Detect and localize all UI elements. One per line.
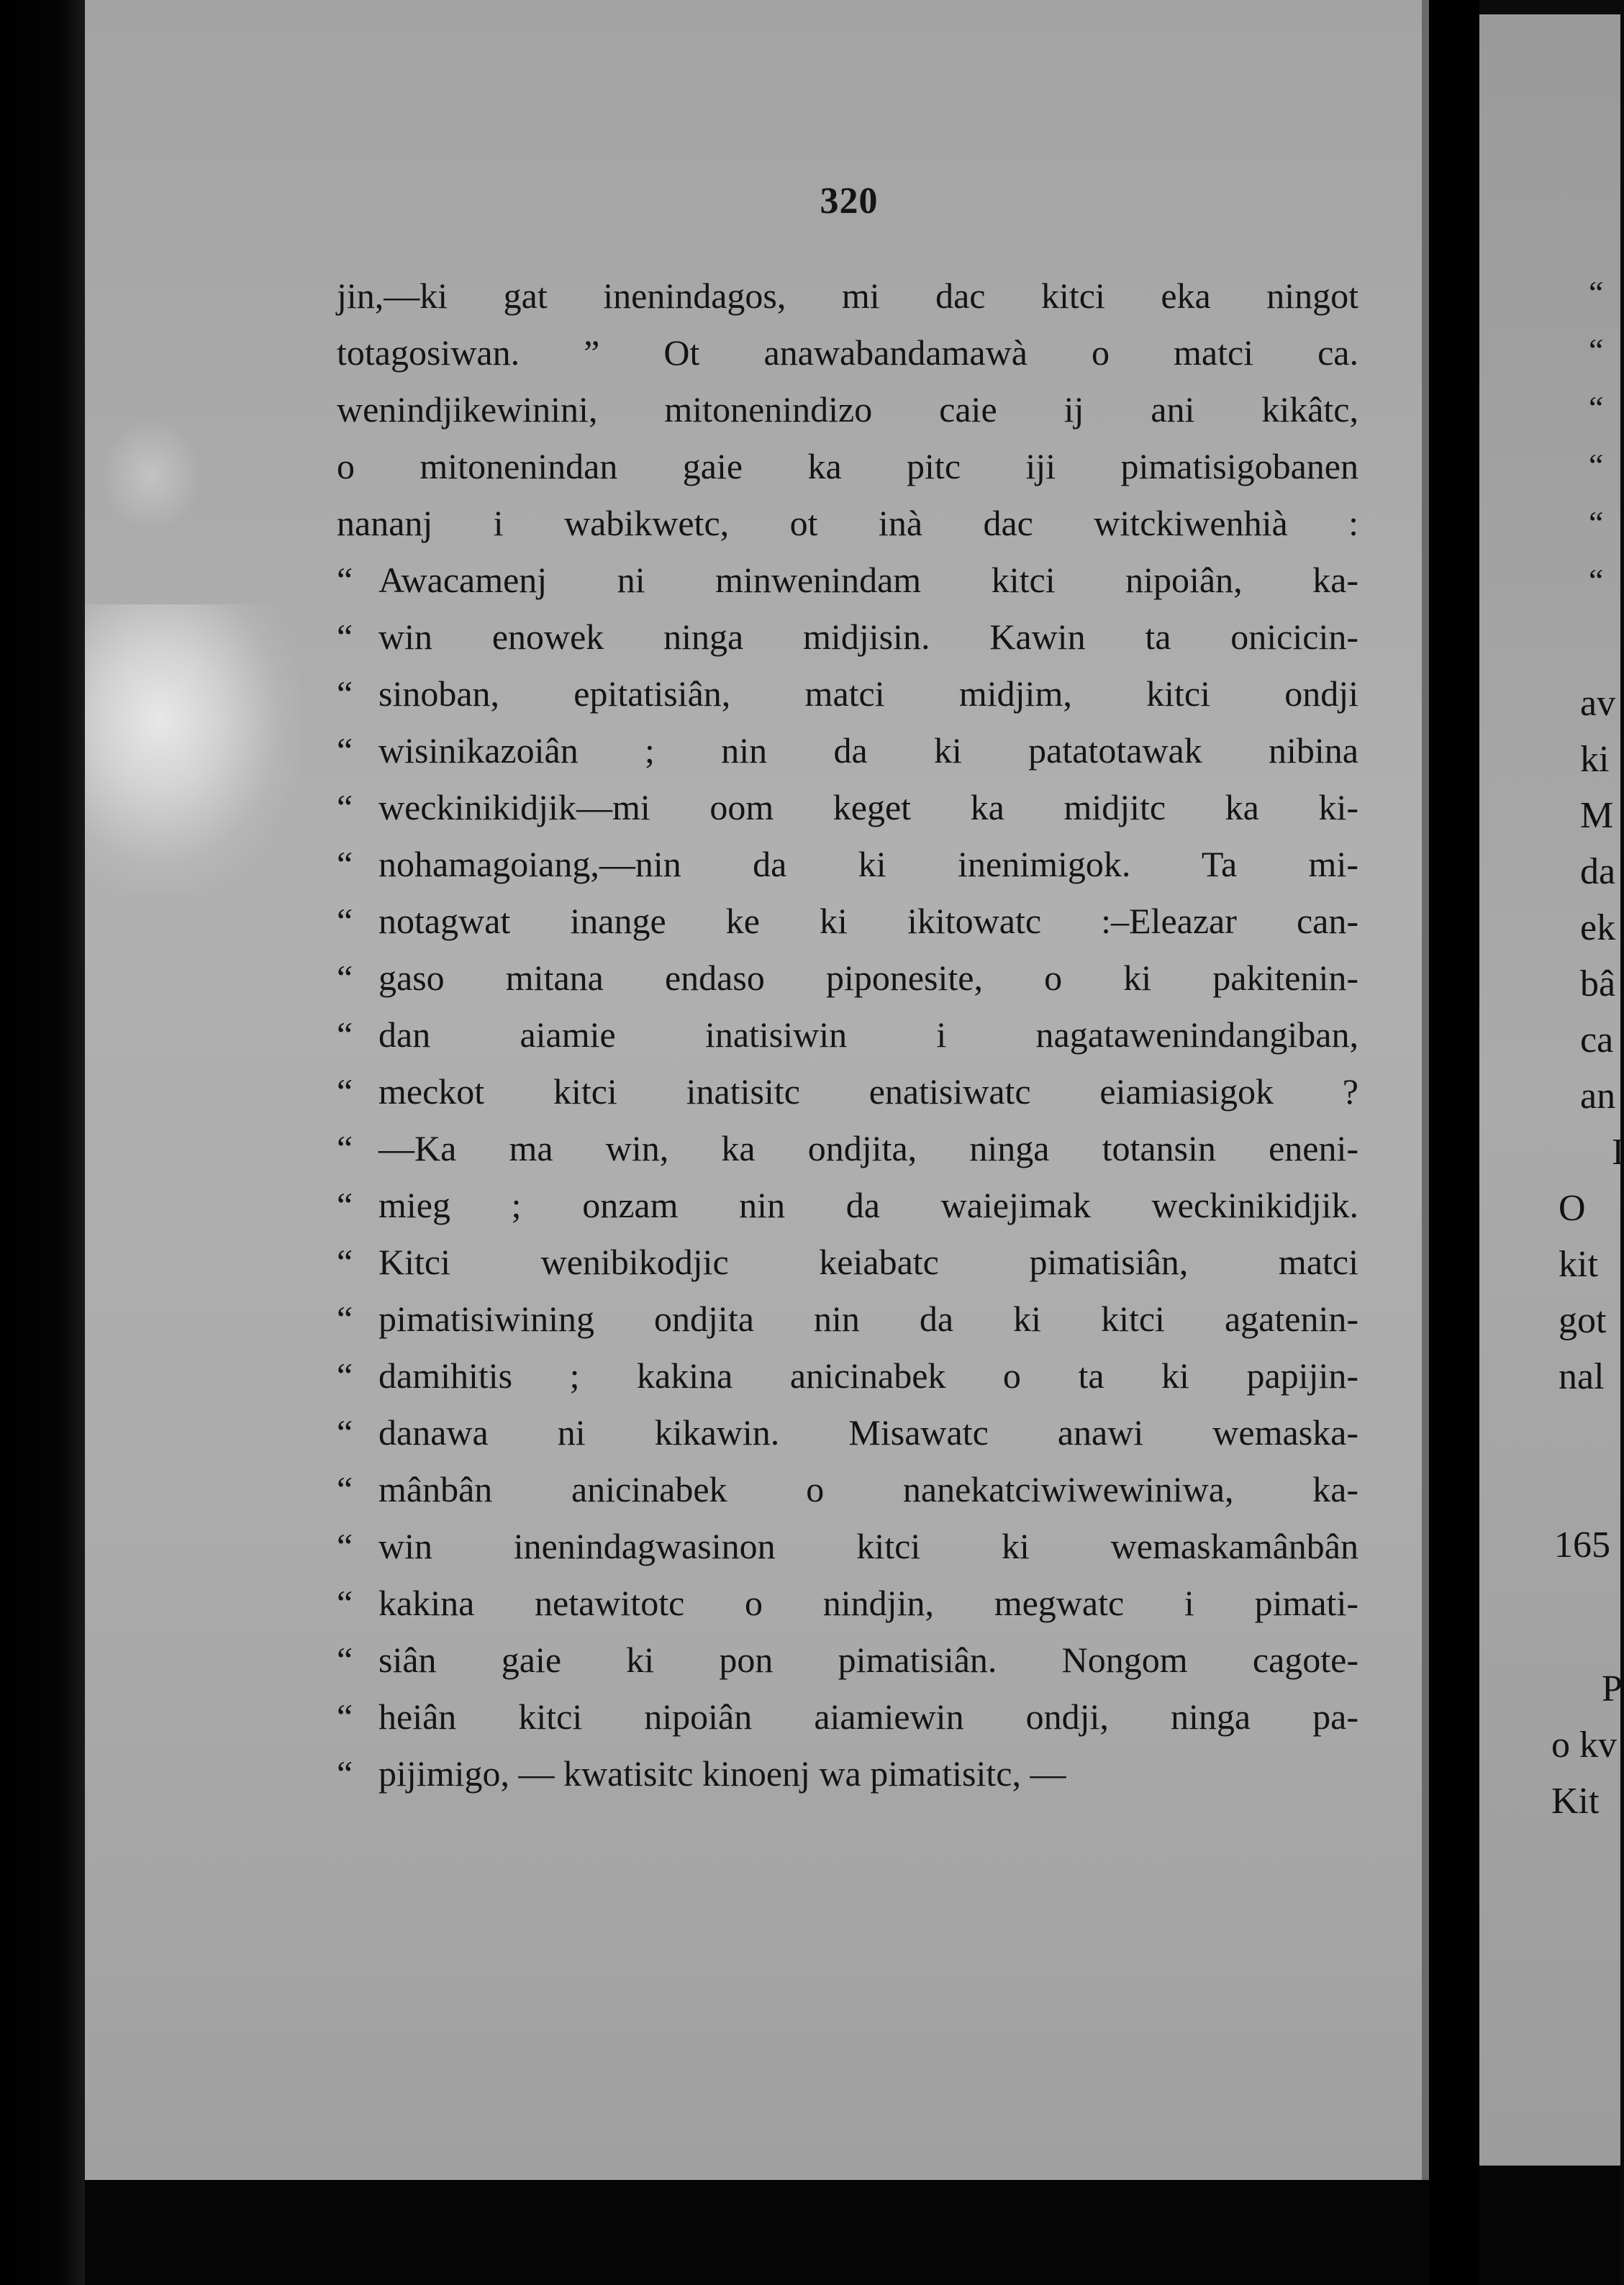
line-text: dan aiamie inatisiwin i nagatawenindangiban,	[378, 1014, 1358, 1055]
adjacent-text-fragment: P	[1602, 1668, 1623, 1709]
adjacent-text-fragment: nal	[1559, 1356, 1605, 1397]
adjacent-quote-mark: “	[1589, 274, 1604, 311]
line-text: nohamagoiang,—nin da ki inenimigok. Ta mi-	[378, 844, 1358, 884]
adjacent-quote-mark: “	[1589, 447, 1604, 483]
quote-mark: “	[337, 1242, 353, 1282]
adjacent-text-fragment: ek	[1580, 907, 1616, 948]
text-line	[337, 1696, 1358, 1753]
line-text: meckot kitci inatisitc enatisiwatc eiamiasigok ?	[378, 1071, 1358, 1112]
line-text: damihitis ; kakina anicinabek o ta ki papijin-	[378, 1355, 1358, 1396]
quote-mark: “	[337, 1128, 353, 1168]
quote-mark: “	[337, 1185, 353, 1225]
text-line	[337, 1412, 1358, 1468]
text-line	[337, 1355, 1358, 1412]
text-line	[337, 1071, 1358, 1127]
quote-mark: “	[337, 1583, 353, 1623]
adjacent-text-fragment: got	[1559, 1300, 1607, 1341]
adjacent-quote-mark: “	[1589, 504, 1604, 541]
line-text: sinoban, epitatisiân, matci midjim, kitci ondji	[378, 673, 1358, 714]
text-line	[337, 786, 1358, 843]
quote-mark: “	[337, 617, 353, 657]
text-line	[337, 275, 1358, 332]
text-line	[337, 1639, 1358, 1696]
quote-mark: “	[337, 1753, 353, 1794]
quote-mark: “	[337, 730, 353, 771]
quote-mark: “	[337, 844, 353, 884]
text-line	[337, 559, 1358, 616]
text-line	[337, 332, 1358, 389]
body-text	[337, 275, 1358, 1809]
line-text: weckinikidjik—mi oom keget ka midjitc ka ki-	[378, 787, 1358, 827]
adjacent-text-fragment: av	[1580, 683, 1616, 724]
line-text: pijimigo, — kwatisitc kinoenj wa pimatisitc, —	[378, 1753, 1066, 1794]
line-text: notagwat inange ke ki ikitowatc :–Eleazar can-	[378, 901, 1358, 941]
adjacent-text-fragment: Kit	[1551, 1781, 1600, 1822]
adjacent-quote-mark: “	[1589, 332, 1604, 368]
text-line	[337, 1582, 1358, 1639]
line-text: jin,—ki gat inenindagos, mi dac kitci eka ningot	[337, 276, 1358, 316]
quote-mark: “	[337, 1299, 353, 1339]
quote-mark: “	[337, 1071, 353, 1112]
adjacent-text-fragment: I	[1612, 1132, 1624, 1173]
text-line	[337, 389, 1358, 445]
quote-mark: “	[337, 1696, 353, 1737]
text-line	[337, 1184, 1358, 1241]
line-text: wenindjikewinini, mitonenindizo caie ij ani kikâtc,	[337, 389, 1358, 430]
line-text: mânbân anicinabek o nanekatciwiwewiniwa, ka-	[378, 1469, 1358, 1509]
adjacent-text-fragment: ki	[1580, 739, 1610, 780]
quote-mark: “	[337, 673, 353, 714]
adjacent-quote-mark: “	[1589, 562, 1604, 599]
text-line	[337, 1468, 1358, 1525]
line-text: —Ka ma win, ka ondjita, ninga totansin eneni-	[378, 1128, 1358, 1168]
quote-mark: “	[337, 1526, 353, 1566]
page-number: 320	[820, 181, 879, 222]
quote-mark: “	[337, 1355, 353, 1396]
text-line	[337, 445, 1358, 502]
line-text: Awacamenj ni minwenindam kitci nipoiân, ka-	[378, 560, 1358, 600]
adjacent-quote-mark: “	[1589, 389, 1604, 426]
line-text: siân gaie ki pon pimatisiân. Nongom cagote-	[378, 1640, 1358, 1680]
scan-bottom-edge	[1479, 2166, 1620, 2285]
line-text: gaso mitana endaso piponesite, o ki pakitenin-	[378, 958, 1358, 998]
line-text: kakina netawitotc o nindjin, megwatc i pimati-	[378, 1583, 1358, 1623]
adjacent-text-fragment: kit	[1559, 1244, 1598, 1285]
quote-mark: “	[337, 787, 353, 827]
text-line	[337, 957, 1358, 1014]
text-line	[337, 1014, 1358, 1071]
quote-mark: “	[337, 1014, 353, 1055]
adjacent-text-fragment: M	[1580, 795, 1614, 836]
line-text: wisinikazoiân ; nin da ki patatotawak nibina	[378, 730, 1358, 771]
line-text: win enowek ninga midjisin. Kawin ta onicicin-	[378, 617, 1358, 657]
line-text: totagosiwan. ” Ot anawabandamawà o matci ca.	[337, 332, 1358, 373]
adjacent-text-fragment: an	[1580, 1076, 1616, 1117]
adjacent-text-fragment: da	[1580, 851, 1616, 892]
quote-mark: “	[337, 901, 353, 941]
quote-mark: “	[337, 560, 353, 600]
text-line	[337, 1241, 1358, 1298]
text-line	[337, 502, 1358, 559]
text-line	[337, 900, 1358, 957]
quote-mark: “	[337, 1412, 353, 1453]
text-line	[337, 1525, 1358, 1582]
adjacent-text-fragment: bâ	[1580, 963, 1616, 1004]
text-line	[337, 673, 1358, 730]
paper-stain	[101, 417, 201, 532]
text-line	[337, 730, 1358, 786]
scan-bottom-edge	[85, 2180, 1429, 2285]
line-text: danawa ni kikawin. Misawatc anawi wemaska-	[378, 1412, 1358, 1453]
adjacent-text-fragment: ca	[1580, 1019, 1614, 1060]
line-text: mieg ; onzam nin da waiejimak weckinikidjik.	[378, 1185, 1358, 1225]
line-text: o mitonenindan gaie ka pitc iji pimatisigobanen	[337, 446, 1358, 486]
quote-mark: “	[337, 1469, 353, 1509]
quote-mark: “	[337, 1640, 353, 1680]
line-text: nananj i wabikwetc, ot inà dac witckiwenhià :	[337, 503, 1358, 543]
line-text: win inenindagwasinon kitci ki wemaskamânbân	[378, 1526, 1358, 1566]
quote-mark: “	[337, 958, 353, 998]
adjacent-text-fragment: o kv	[1551, 1725, 1617, 1766]
book-gutter	[1429, 0, 1479, 2285]
text-line	[337, 616, 1358, 673]
text-line	[337, 1298, 1358, 1355]
text-line	[337, 1127, 1358, 1184]
adjacent-text-fragment: O	[1559, 1188, 1586, 1229]
text-line	[337, 1753, 1358, 1809]
line-text: Kitci wenibikodjic keiabatc pimatisiân, matci	[378, 1242, 1358, 1282]
text-line	[337, 843, 1358, 900]
scan-left-edge	[0, 0, 86, 2285]
line-text: heiân kitci nipoiân aiamiewin ondji, ninga pa-	[378, 1696, 1358, 1737]
line-text: pimatisiwining ondjita nin da ki kitci agatenin-	[378, 1299, 1358, 1339]
adjacent-text-fragment: 165	[1554, 1525, 1610, 1566]
